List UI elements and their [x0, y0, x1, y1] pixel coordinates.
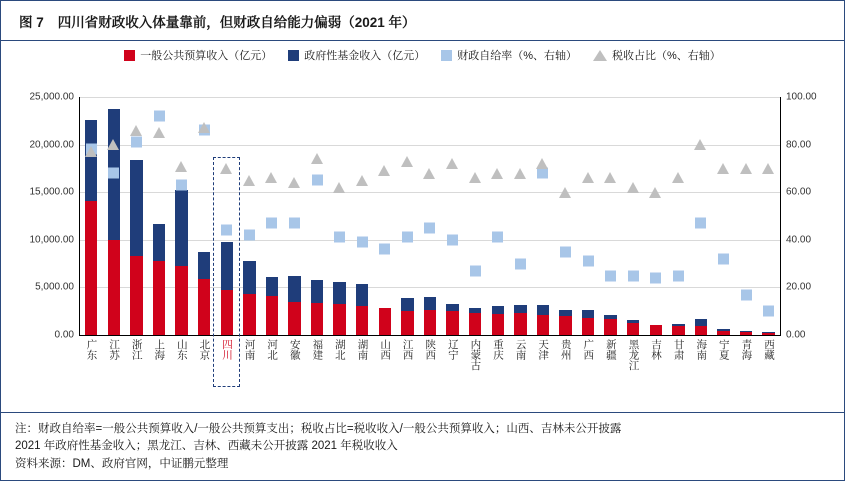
marker-tax-share [85, 146, 97, 157]
bar-public-budget-revenue [537, 315, 549, 335]
chart-column [306, 97, 329, 360]
bar-public-budget-revenue [401, 311, 413, 335]
bar-public-budget-revenue [740, 332, 752, 335]
chart-column [351, 97, 374, 360]
bar-public-budget-revenue [627, 323, 639, 335]
x-axis-tick-label: 山西 [379, 339, 392, 360]
x-axis-tick-label: 四川 [221, 339, 233, 360]
x-axis-tick-label: 福建 [311, 339, 324, 360]
bar-government-fund-revenue [695, 319, 707, 326]
chart-column [622, 97, 645, 371]
x-axis-tick-label: 西藏 [762, 339, 775, 360]
x-axis-tick-label: 贵州 [559, 339, 572, 360]
marker-fiscal-self-sufficiency [605, 270, 616, 281]
marker-fiscal-self-sufficiency [741, 289, 752, 300]
marker-tax-share [694, 139, 706, 150]
y-axis-tick-left: 20,000.00 [29, 139, 74, 151]
marker-fiscal-self-sufficiency [492, 232, 503, 243]
marker-fiscal-self-sufficiency [763, 306, 774, 317]
bar-public-budget-revenue [695, 326, 707, 335]
marker-tax-share [423, 168, 435, 179]
x-axis-tick-label: 天津 [537, 339, 550, 360]
bar-government-fund-revenue [333, 282, 345, 304]
x-axis-tick-label: 浙江 [130, 339, 143, 360]
chart-column [283, 97, 306, 360]
legend-label: 税收占比（%、右轴） [612, 50, 721, 62]
x-axis-tick-label: 湖北 [333, 339, 346, 360]
bar-government-fund-revenue [582, 310, 594, 318]
x-axis-tick-label: 北京 [198, 339, 211, 360]
marker-fiscal-self-sufficiency [244, 230, 255, 241]
x-axis-tick-label: 黑龙江 [627, 339, 640, 371]
marker-tax-share [604, 172, 616, 183]
marker-tax-share [220, 163, 232, 174]
marker-fiscal-self-sufficiency [289, 218, 300, 229]
x-axis-tick-label: 新疆 [604, 339, 617, 360]
note-line-3: 资料来源：DM、政府官网，中证鹏元整理 [15, 458, 229, 471]
bar-government-fund-revenue [266, 277, 278, 296]
chart-column [148, 97, 171, 360]
marker-tax-share [469, 172, 481, 183]
chart-column [328, 97, 351, 360]
x-axis-tick-label: 山东 [175, 339, 188, 360]
bar-public-budget-revenue [604, 319, 616, 335]
bar-public-budget-revenue [153, 261, 165, 335]
bar-government-fund-revenue [424, 297, 436, 309]
chart-column [464, 97, 487, 371]
marker-fiscal-self-sufficiency [154, 111, 165, 122]
x-axis-tick-label: 宁夏 [717, 339, 730, 360]
marker-tax-share [672, 172, 684, 183]
marker-fiscal-self-sufficiency [312, 175, 323, 186]
chart-column [170, 97, 193, 360]
bar-government-fund-revenue [672, 324, 684, 326]
marker-tax-share [491, 168, 503, 179]
bar-public-budget-revenue [85, 201, 97, 335]
marker-fiscal-self-sufficiency [718, 253, 729, 264]
x-axis-tick-label: 重庆 [491, 339, 504, 360]
marker-fiscal-self-sufficiency [628, 270, 639, 281]
x-axis-tick-label: 吉林 [650, 339, 663, 360]
bar-government-fund-revenue [243, 261, 255, 293]
y-axis-tick-left: 10,000.00 [29, 234, 74, 246]
x-axis-tick-label: 湖南 [356, 339, 369, 360]
marker-fiscal-self-sufficiency [583, 256, 594, 267]
marker-tax-share [356, 175, 368, 186]
bar-public-budget-revenue [717, 331, 729, 335]
bar-public-budget-revenue [446, 311, 458, 336]
bar-public-budget-revenue [424, 310, 436, 335]
chart-column [486, 97, 509, 360]
x-axis-tick-label: 江西 [401, 339, 414, 360]
marker-tax-share [582, 172, 594, 183]
marker-fiscal-self-sufficiency [402, 232, 413, 243]
plot-region [29, 91, 817, 371]
x-axis-tick-label: 安徽 [288, 339, 301, 360]
chart-column [532, 97, 555, 360]
chart-column [554, 97, 577, 360]
bar-public-budget-revenue [650, 325, 662, 335]
chart-column [261, 97, 284, 360]
marker-fiscal-self-sufficiency [470, 265, 481, 276]
legend-label: 政府性基金收入（亿元） [304, 50, 426, 62]
marker-fiscal-self-sufficiency [266, 218, 277, 229]
y-axis-tick-right: 60.00 [786, 186, 812, 198]
legend-square-icon [441, 50, 452, 61]
bar-government-fund-revenue [537, 305, 549, 315]
chart-column [193, 97, 216, 360]
marker-fiscal-self-sufficiency [695, 218, 706, 229]
marker-tax-share [288, 177, 300, 188]
marker-tax-share [130, 125, 142, 136]
x-axis-tick-label: 河北 [266, 339, 279, 360]
chart-column [690, 97, 713, 360]
marker-fiscal-self-sufficiency [334, 232, 345, 243]
x-axis-tick-label: 内蒙古 [469, 339, 482, 371]
marker-tax-share [536, 158, 548, 169]
marker-tax-share [762, 163, 774, 174]
bar-public-budget-revenue [559, 316, 571, 335]
chart-column [374, 97, 397, 360]
y-axis-tick-right: 20.00 [786, 281, 812, 293]
chart-column [757, 97, 780, 360]
legend-item [593, 47, 721, 63]
bar-public-budget-revenue [108, 240, 120, 335]
marker-fiscal-self-sufficiency [108, 168, 119, 179]
marker-tax-share [311, 153, 323, 164]
bar-government-fund-revenue [85, 120, 97, 201]
figure-notes [1, 412, 844, 480]
marker-fiscal-self-sufficiency [357, 237, 368, 248]
y-axis-tick-left: 5,000.00 [35, 281, 74, 293]
figure-title-bar [1, 1, 844, 41]
bar-government-fund-revenue [492, 306, 504, 315]
marker-tax-share [378, 165, 390, 176]
bar-government-fund-revenue [356, 284, 368, 307]
bar-public-budget-revenue [130, 256, 142, 335]
x-axis-tick-label: 河南 [243, 339, 256, 360]
bar-government-fund-revenue [604, 315, 616, 319]
chart-column [215, 97, 238, 360]
marker-fiscal-self-sufficiency [560, 246, 571, 257]
legend-label: 财政自给率（%、右轴） [457, 50, 577, 62]
chart-column [712, 97, 735, 360]
x-axis-tick-label: 海南 [695, 339, 708, 360]
legend-bar-icon [288, 50, 299, 61]
marker-fiscal-self-sufficiency [131, 137, 142, 148]
bar-government-fund-revenue [717, 329, 729, 330]
bar-public-budget-revenue [492, 314, 504, 335]
marker-fiscal-self-sufficiency [650, 272, 661, 283]
bar-public-budget-revenue [672, 326, 684, 335]
y-axis-tick-left: 0.00 [54, 329, 74, 341]
y-axis-tick-left: 15,000.00 [29, 186, 74, 198]
page-title: 四川省财政收入体量靠前，但财政自给能力偏弱（2021 年） [57, 14, 416, 30]
x-axis-tick-label: 上海 [153, 339, 166, 360]
marker-tax-share [649, 187, 661, 198]
x-axis-tick-label: 甘肃 [672, 339, 685, 360]
y-axis-tick-left: 25,000.00 [29, 91, 74, 103]
chart-column [645, 97, 668, 360]
chart-column [599, 97, 622, 360]
marker-tax-share [627, 182, 639, 193]
figure-tag: 图 7 [19, 14, 44, 30]
chart-column [509, 97, 532, 360]
chart-column [80, 97, 103, 360]
bar-government-fund-revenue [740, 331, 752, 332]
bar-government-fund-revenue [130, 160, 142, 256]
bar-public-budget-revenue [333, 304, 345, 335]
x-axis-tick-label: 青海 [740, 339, 753, 360]
bar-government-fund-revenue [762, 332, 774, 333]
bar-public-budget-revenue [311, 303, 323, 335]
x-axis-tick-label: 江苏 [108, 339, 121, 360]
marker-tax-share [559, 187, 571, 198]
bar-public-budget-revenue [379, 308, 391, 335]
bar-public-budget-revenue [288, 302, 300, 335]
bar-government-fund-revenue [221, 242, 233, 290]
marker-fiscal-self-sufficiency [424, 222, 435, 233]
y-axis-tick-right: 40.00 [786, 234, 812, 246]
marker-fiscal-self-sufficiency [673, 270, 684, 281]
marker-tax-share [401, 156, 413, 167]
x-axis-tick-label: 辽宁 [446, 339, 459, 360]
x-axis-tick-label: 陕西 [424, 339, 437, 360]
marker-fiscal-self-sufficiency [379, 244, 390, 255]
legend-bar-icon [124, 50, 135, 61]
bar-government-fund-revenue [469, 308, 481, 313]
marker-fiscal-self-sufficiency [221, 225, 232, 236]
bar-government-fund-revenue [288, 276, 300, 302]
bar-public-budget-revenue [243, 294, 255, 335]
chart-column [667, 97, 690, 360]
note-line-1: 注：财政自给率=一般公共预算收入/一般公共预算支出；税收占比=税收收入/一般公共预算收入；山西、吉林未公开披露 [15, 422, 622, 435]
chart-legend [1, 47, 844, 63]
legend-item [441, 47, 577, 63]
marker-tax-share [333, 182, 345, 193]
marker-tax-share [717, 163, 729, 174]
y-axis-tick-right: 0.00 [786, 329, 806, 341]
note-line-2: 2021 年政府性基金收入；黑龙江、吉林、西藏未公开披露 2021 年税收收入 [15, 440, 398, 453]
legend-item [124, 47, 272, 63]
bar-government-fund-revenue [311, 280, 323, 303]
marker-tax-share [243, 175, 255, 186]
marker-fiscal-self-sufficiency [176, 180, 187, 191]
bar-public-budget-revenue [198, 279, 210, 335]
marker-tax-share [514, 168, 526, 179]
legend-item [288, 47, 425, 63]
bar-government-fund-revenue [198, 252, 210, 279]
marker-fiscal-self-sufficiency [537, 168, 548, 179]
chart-column [238, 97, 261, 360]
y-axis-tick-right: 100.00 [786, 91, 817, 103]
marker-fiscal-self-sufficiency [447, 234, 458, 245]
marker-tax-share [740, 163, 752, 174]
bar-government-fund-revenue [446, 304, 458, 311]
marker-fiscal-self-sufficiency [515, 258, 526, 269]
bar-government-fund-revenue [401, 298, 413, 311]
bar-government-fund-revenue [153, 224, 165, 261]
chart-column [125, 97, 148, 360]
chart-column [396, 97, 419, 360]
x-axis-tick-label: 云南 [514, 339, 527, 360]
chart-column [441, 97, 464, 360]
chart-column [735, 97, 758, 360]
chart-column [419, 97, 442, 360]
legend-label: 一般公共预算收入（亿元） [140, 50, 273, 62]
chart-column [577, 97, 600, 360]
marker-tax-share [446, 158, 458, 169]
marker-tax-share [175, 161, 187, 172]
bar-public-budget-revenue [175, 266, 187, 335]
chart-area [1, 67, 844, 387]
bar-government-fund-revenue [175, 190, 187, 265]
y-axis-tick-right: 80.00 [786, 139, 812, 151]
bar-government-fund-revenue [559, 310, 571, 317]
legend-triangle-icon [593, 50, 607, 61]
bar-government-fund-revenue [627, 320, 639, 322]
bar-public-budget-revenue [582, 318, 594, 335]
marker-tax-share [153, 127, 165, 138]
marker-tax-share [265, 172, 277, 183]
bar-public-budget-revenue [514, 313, 526, 335]
marker-tax-share [107, 139, 119, 150]
bar-public-budget-revenue [266, 296, 278, 335]
bar-public-budget-revenue [469, 313, 481, 335]
x-axis-tick-label: 广西 [582, 339, 595, 360]
marker-tax-share [198, 122, 210, 133]
x-axis-tick-label: 广东 [85, 339, 98, 360]
bar-public-budget-revenue [356, 306, 368, 335]
bar-government-fund-revenue [514, 305, 526, 314]
chart-column [103, 97, 126, 360]
bar-public-budget-revenue [221, 290, 233, 335]
bar-public-budget-revenue [762, 333, 774, 335]
